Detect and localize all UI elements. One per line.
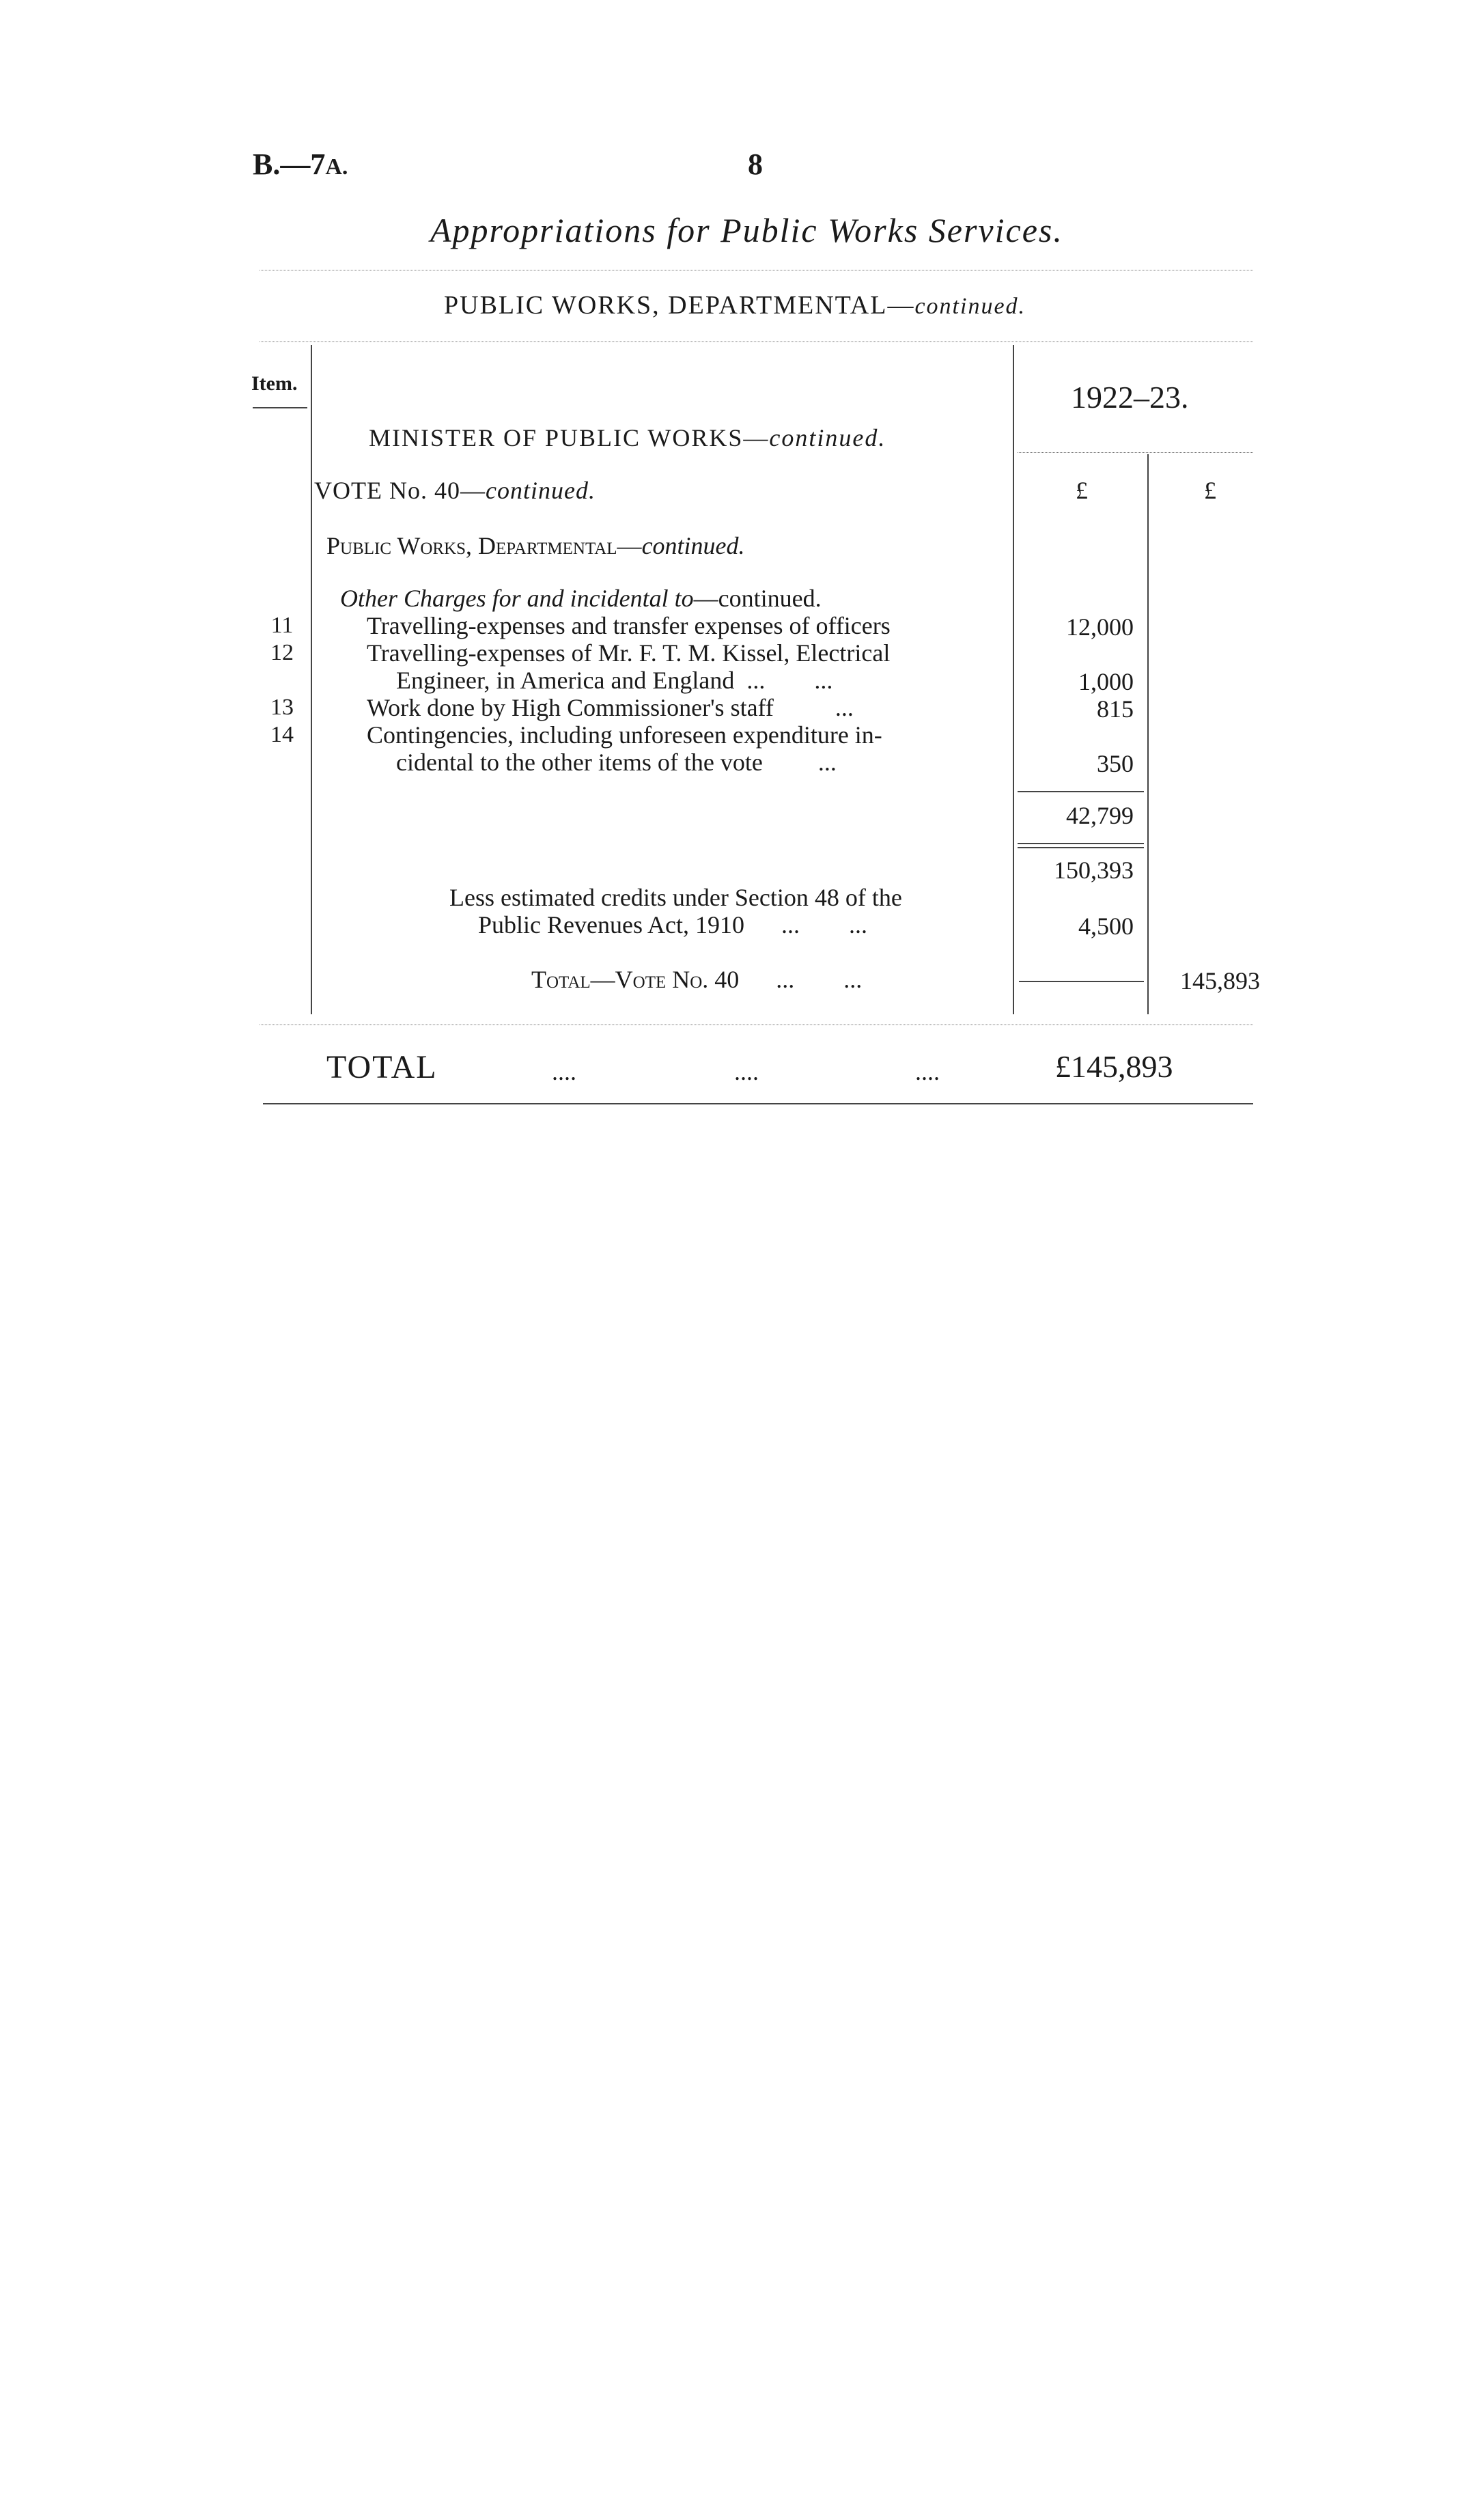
other-charges-heading [340, 584, 822, 613]
item-description-continued: cidental to the other items of the vote ... [396, 749, 837, 776]
item-amount: 815 [1097, 695, 1134, 723]
less-credits-amount: 4,500 [1078, 913, 1134, 940]
item-header-underline [253, 407, 307, 408]
document-reference [253, 147, 348, 182]
item-number: 11 [270, 613, 294, 638]
doc-ref-main: B.—7 [253, 148, 326, 181]
total-vote-dash [1019, 981, 1144, 982]
less-credits-line: Less estimated credits under Section 48 of the [449, 884, 902, 911]
vote-heading-suffix: continued. [485, 477, 596, 504]
rule-under-year [1018, 452, 1253, 453]
minister-heading [369, 423, 886, 452]
item-amount: 1,000 [1078, 668, 1134, 695]
subtotal-rule [1018, 791, 1144, 792]
item-description: Work done by High Commissioner's staff ... [367, 694, 854, 721]
total-column-divider [1147, 454, 1149, 1014]
item-column-header: Item. [251, 372, 298, 395]
page-title: Appropriations for Public Works Services. [430, 211, 1063, 249]
subhead-heading [326, 531, 745, 560]
grand-total-amount: £145,893 [1055, 1049, 1173, 1084]
vote-heading [314, 476, 596, 505]
minister-heading-suffix: continued. [769, 424, 886, 451]
total-vote-amount: 145,893 [1180, 967, 1260, 994]
item-number: 13 [270, 695, 294, 720]
grand-total-leader: .... [734, 1058, 759, 1085]
item-description: Travelling-expenses and transfer expenses of officers [367, 612, 891, 639]
item-column-divider [311, 345, 312, 1014]
item-description: Contingencies, including unforeseen expenditure in- [367, 721, 882, 749]
year-column-header: 1922–23. [1071, 380, 1189, 415]
grand-total-label: TOTAL [326, 1049, 438, 1085]
subtotal-rule-double [1018, 843, 1144, 844]
subtotal-rule-double [1018, 847, 1144, 848]
item-amount: 12,000 [1066, 613, 1134, 641]
section-title-main: PUBLIC WORKS, DEPARTMENTAL— [444, 291, 915, 320]
section-title-suffix: continued. [914, 294, 1026, 319]
page-number: 8 [748, 148, 763, 181]
subhead-heading-main: Public Works, Departmental— [326, 532, 642, 559]
other-charges-main: Other Charges for and incidental to [340, 585, 694, 612]
item-number: 12 [270, 640, 294, 665]
grand-total-leader: .... [915, 1058, 940, 1085]
item-amount: 350 [1097, 750, 1134, 777]
doc-ref-suffix: A. [325, 154, 348, 180]
currency-symbol-right: £ [1204, 477, 1216, 504]
grand-total-leader: .... [552, 1058, 576, 1085]
total-vote-label: Total—Vote No. 40 ... ... [531, 966, 863, 993]
vote-heading-main: VOTE No. 40— [314, 477, 486, 504]
minister-heading-main: MINISTER OF PUBLIC WORKS— [369, 424, 770, 451]
gross-subtotal: 150,393 [1054, 856, 1134, 884]
rule-under-grand-total [263, 1103, 1253, 1104]
item-description-continued: Engineer, in America and England ... ... [396, 667, 833, 694]
less-credits-line-continued: Public Revenues Act, 1910 ... ... [478, 911, 867, 938]
item-description: Travelling-expenses of Mr. F. T. M. Kissel, Electrical [367, 639, 891, 667]
item-number: 14 [270, 722, 294, 747]
currency-symbol-left: £ [1076, 477, 1088, 504]
section-title [444, 290, 1026, 320]
subhead-heading-suffix: continued. [641, 532, 745, 559]
other-charges-suffix: —continued. [693, 585, 822, 612]
other-charges-subtotal: 42,799 [1066, 802, 1134, 829]
